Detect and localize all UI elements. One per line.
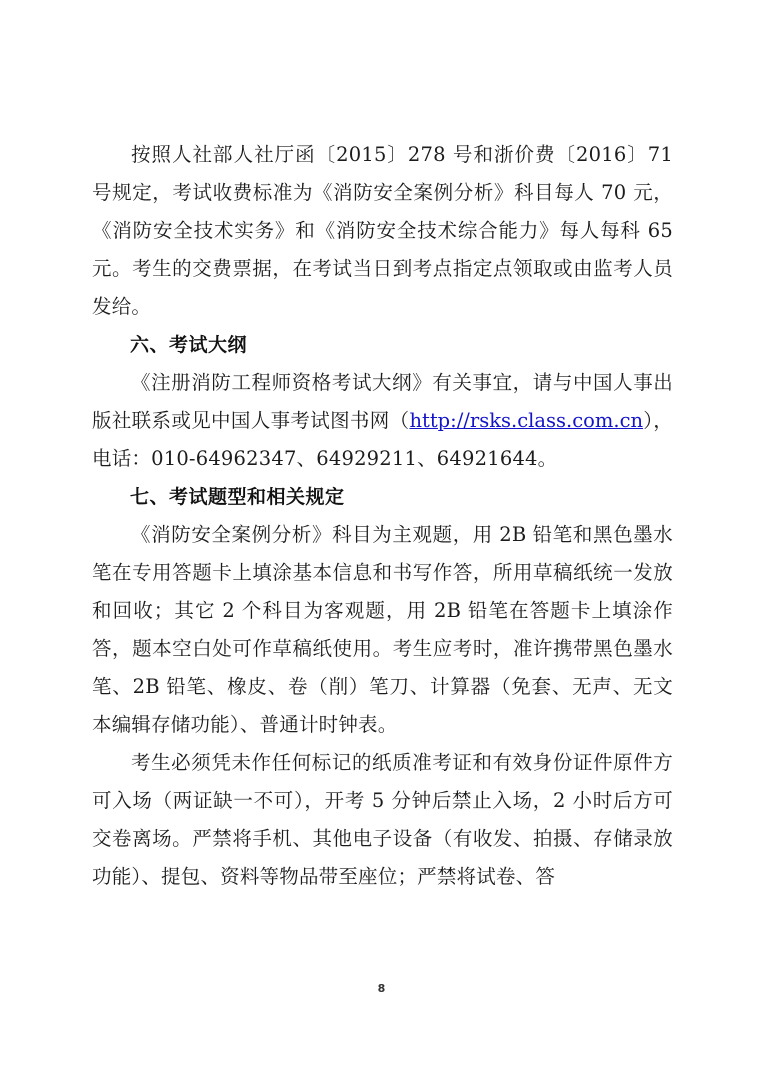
heading-exam-outline: 六、考试大纲 bbox=[130, 334, 248, 356]
paragraph-exam-outline-body bbox=[92, 364, 673, 478]
heading-question-types: 七、考试题型和相关规定 bbox=[130, 486, 345, 508]
document-text-block bbox=[92, 136, 673, 896]
outline-text-after: ），电话：010-64962347、64929211、64921644。 bbox=[92, 409, 673, 470]
exam-books-website-link[interactable]: http://rsks.class.com.cn bbox=[409, 409, 644, 432]
paragraph-admission-rules: 考生必须凭未作任何标记的纸质准考证和有效身份证件原件方可入场（两证缺一不可），开考 5 分钟后禁止入场，2 小时后方可交卷离场。严禁将手机、其他电子设备（有收发、拍摄、存储录放功能）、提包、资料等物品带至座位；严禁将试卷、答 bbox=[92, 751, 673, 888]
outline-text-before: 《注册消防工程师资格考试大纲》有关事宜，请与中国人事出版社联系或见中国人事考试图书网（ bbox=[92, 371, 673, 432]
page-number: 8 bbox=[377, 982, 386, 995]
paragraph-question-types-body: 《消防安全案例分析》科目为主观题，用 2B 铅笔和黑色墨水笔在专用答题卡上填涂基本信息和书写作答，所用草稿纸统一发放和回收；其它 2 个科目为客观题，用 2B 铅笔在答题卡上填涂作答，题本空白处可作草稿纸使用。考生应考时，准许携带黑色墨水笔、2B 铅笔、橡皮、卷（削）笔刀、计算器（免套、无声、无文本编辑存储功能）、普通计时钟表。 bbox=[92, 523, 673, 736]
paragraph-exam-fees: 按照人社部人社厅函〔2015〕278 号和浙价费〔2016〕71 号规定，考试收费标准为《消防安全案例分析》科目每人 70 元，《消防安全技术实务》和《消防安全技术综合能力》每人每科 65 元。考生的交费票据，在考试当日到考点指定点领取或由监考人员发给。 bbox=[92, 143, 673, 318]
